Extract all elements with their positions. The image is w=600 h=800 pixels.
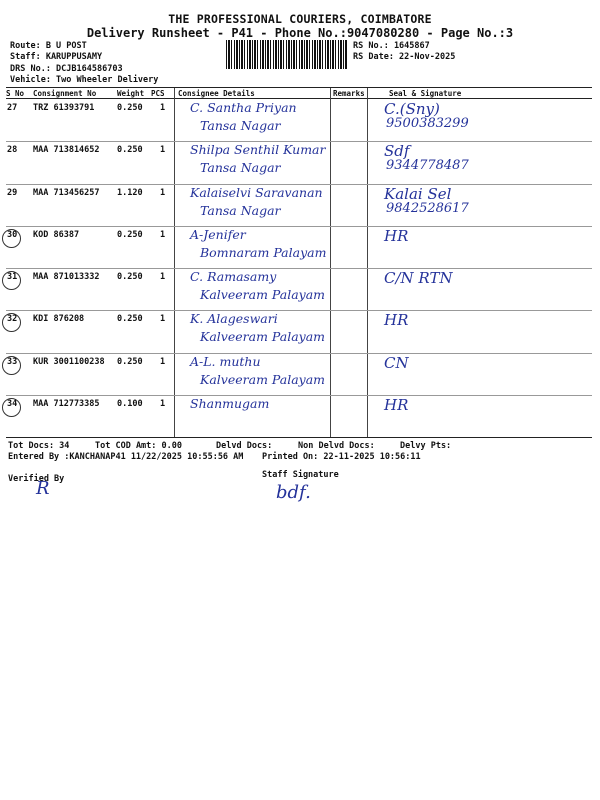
row-pcs: 1: [160, 272, 166, 282]
row-consignee-area: Kalveeram Palayam: [200, 371, 326, 387]
entered-by: Entered By :KANCHANAP41 11/22/2025 10:55:56 AM: [8, 452, 244, 462]
row-divider: [6, 310, 592, 311]
row-consignee-area: Tansa Nagar: [200, 202, 281, 218]
row-consignment-no: TRZ 61393791: [33, 103, 95, 113]
row-consignment-no: MAA 871013332: [33, 272, 100, 282]
row-signature: CN: [384, 353, 409, 372]
row-consignee-area: Tansa Nagar: [200, 160, 281, 176]
row-consignee-area: Bomnaram Palayam: [200, 244, 327, 260]
row-weight: 0.250: [117, 272, 143, 282]
row-weight: 0.250: [117, 103, 143, 113]
row-sno: 32: [7, 314, 18, 325]
row-sno: 30: [7, 229, 18, 240]
row-signature: C.(Sny): [384, 100, 440, 118]
row-sno: 33: [7, 356, 18, 367]
row-signature-phone: 9842528617: [386, 200, 469, 216]
row-signature-phone: 9344778487: [386, 158, 469, 174]
company-title: THE PROFESSIONAL COURIERS, COIMBATORE: [168, 12, 432, 26]
barcode: [226, 40, 348, 69]
row-consignee-area: Kalveeram Palayam: [200, 287, 326, 302]
row-weight: 0.250: [117, 314, 143, 325]
row-consignee-name: Shilpa Senthil Kumar: [190, 142, 326, 158]
tot-cod: Tot COD Amt: 0.00: [95, 441, 182, 451]
route: Route: B U POST: [10, 41, 87, 51]
row-weight: 0.100: [117, 398, 143, 409]
col-weight: Weight: [117, 89, 145, 98]
row-divider: [6, 353, 592, 354]
col-pcs: PCS: [151, 89, 165, 98]
col-sno: S No: [6, 89, 25, 98]
drs-number: DRS No.: DCJB164586703: [10, 64, 123, 74]
row-signature: C/N RTN: [384, 269, 453, 287]
col-consignee: Consignee Details: [178, 89, 255, 98]
row-sno: 34: [7, 398, 18, 409]
row-consignment-no: MAA 713456257: [33, 187, 100, 198]
table-header-rule: [6, 98, 592, 99]
row-consignee-name: C. Santha Priyan: [190, 100, 297, 115]
col-seal: Seal & Signature: [389, 89, 462, 98]
row-consignment-no: KUR 3001100238: [33, 356, 105, 367]
row-pcs: 1: [160, 398, 166, 409]
staff-signature-label: Staff Signature: [262, 470, 339, 480]
row-consignment-no: KOD 86387: [33, 229, 80, 240]
row-weight: 0.250: [117, 356, 143, 367]
row-signature: HR: [384, 395, 409, 414]
row-consignee-name: A-Jenifer: [190, 226, 246, 242]
non-delvd-docs: Non Delvd Docs:: [298, 441, 375, 451]
verifier-signature: R: [36, 478, 50, 499]
row-consignee-area: Tansa Nagar: [200, 118, 281, 133]
row-divider: [6, 395, 592, 396]
row-divider: [6, 268, 592, 269]
col-consignment: Consignment No: [33, 89, 97, 98]
row-weight: 0.250: [117, 145, 143, 156]
row-pcs: 1: [160, 103, 166, 113]
rs-number: RS No.: 1645867: [353, 41, 430, 51]
printed-on: Printed On: 22-11-2025 10:56:11: [262, 452, 421, 462]
row-divider: [6, 226, 592, 227]
row-sno: 27: [7, 103, 18, 113]
row-consignment-no: MAA 713814652: [33, 145, 100, 156]
row-consignee-area: Kalveeram Palayam: [200, 329, 326, 345]
rs-date: RS Date: 22-Nov-2025: [353, 52, 456, 62]
row-signature: HR: [384, 311, 409, 330]
delvd-docs: Delvd Docs:: [216, 441, 273, 451]
row-consignee-name: Kalaiselvi Saravanan: [190, 184, 323, 200]
row-pcs: 1: [160, 314, 166, 325]
row-sno: 28: [7, 145, 18, 156]
row-pcs: 1: [160, 356, 166, 367]
row-consignment-no: MAA 712773385: [33, 398, 100, 409]
table-top-rule: [6, 87, 592, 88]
row-pcs: 1: [160, 145, 166, 156]
row-sno: 31: [7, 272, 18, 282]
row-consignment-no: KDI 876208: [33, 314, 85, 325]
staff: Staff: KARUPPUSAMY: [10, 52, 103, 62]
verified-by-label: Verified By: [8, 474, 65, 484]
row-pcs: 1: [160, 229, 166, 240]
row-signature: Kalai Sel: [384, 184, 452, 203]
runsheet-title: Delivery Runsheet - P41 - Phone No.:9047080280 - Page No.:3: [86, 26, 514, 40]
col-remarks: Remarks: [333, 89, 365, 98]
row-signature: Sdf: [384, 142, 410, 161]
row-signature-phone: 9500383299: [386, 116, 469, 131]
row-consignee-name: A-L. muthu: [190, 353, 261, 369]
row-pcs: 1: [160, 187, 166, 198]
vehicle: Vehicle: Two Wheeler Delivery: [10, 75, 159, 85]
staff-signature: bdf.: [276, 482, 311, 503]
row-sno: 29: [7, 187, 18, 198]
delvy-pts: Delvy Pts:: [400, 441, 452, 451]
row-signature: HR: [384, 226, 409, 245]
row-weight: 0.250: [117, 229, 143, 240]
row-weight: 1.120: [117, 187, 143, 198]
row-consignee-name: Shanmugam: [190, 395, 270, 411]
row-consignee-name: K. Alageswari: [190, 311, 278, 327]
table-bottom-rule: [6, 437, 592, 438]
row-consignee-name: C. Ramasamy: [190, 269, 277, 284]
tot-docs: Tot Docs: 34: [8, 441, 70, 451]
